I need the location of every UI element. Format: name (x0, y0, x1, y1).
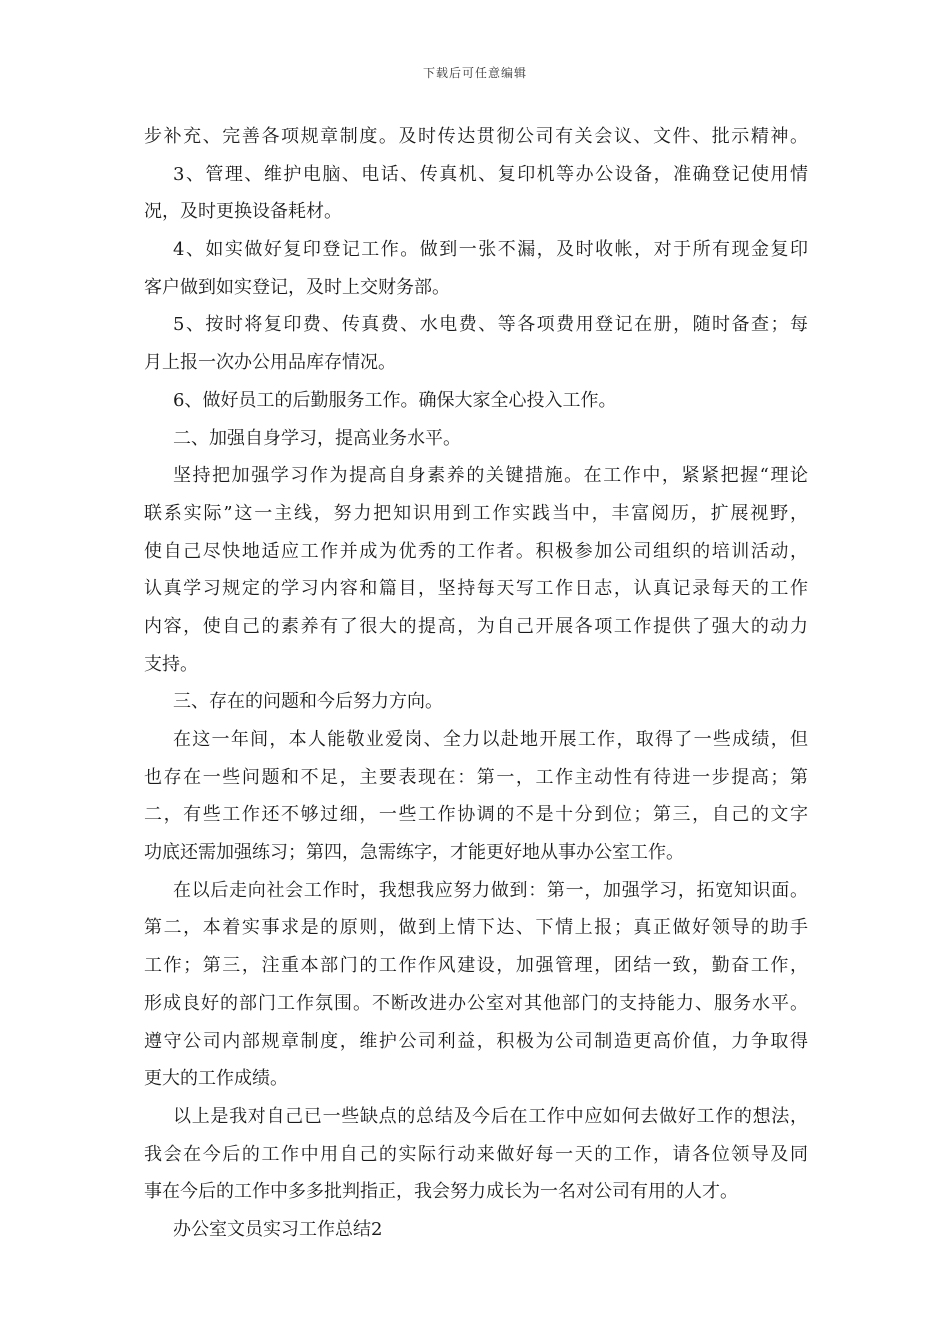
text-line: 更大的工作成绩。 (144, 1068, 288, 1090)
text-line: 5、按时将复印费、传真费、水电费、等各项费用登记在册，随时备查；每 (173, 314, 808, 336)
text-line: 4、如实做好复印登记工作。做到一张不漏，及时收帐，对于所有现金复印 (173, 239, 808, 261)
section-heading: 二、加强自身学习，提高业务水平。 (173, 427, 461, 449)
text-line: 在这一年间，本人能敬业爱岗、全力以赴地开展工作，取得了一些成绩，但 (173, 729, 808, 750)
text-line: 功底还需加强练习；第四，急需练字，才能更好地从事办公室工作。 (144, 842, 684, 864)
text-line: 二，有些工作还不够过细，一些工作协调的不是十分到位；第三，自己的文字 (144, 804, 808, 826)
text-line: 遵守公司内部规章制度，维护公司利益，积极为公司制造更高价值，力争取得 (144, 1030, 808, 1052)
text-line: 3、管理、维护电脑、电话、传真机、复印机等办公设备，准确登记使用情 (173, 163, 808, 185)
text-line: 第二，本着实事求是的原则，做到上情下达、下情上报；真正做好领导的助手 (144, 917, 808, 939)
text-line: 以上是我对自己已一些缺点的总结及今后在工作中应如何去做好工作的想法， (173, 1105, 808, 1127)
text-line: 客户做到如实登记，及时上交财务部。 (144, 276, 450, 298)
text-line: 在以后走向社会工作时，我想我应努力做到：第一，加强学习，拓宽知识面。 (173, 879, 808, 901)
text-line: 步补充、完善各项规章制度。及时传达贯彻公司有关会议、文件、批示精神。 (144, 126, 808, 147)
text-line: 事在今后的工作中多多批判指正，我会努力成长为一名对公司有用的人才。 (144, 1181, 738, 1203)
text-line: 支持。 (144, 653, 198, 675)
section-heading: 三、存在的问题和今后努力方向。 (173, 691, 443, 713)
document-title: 办公室文员实习工作总结2 (173, 1218, 383, 1240)
text-line: 工作；第三，注重本部门的工作作风建设，加强管理，团结一致，勤奋工作， (144, 955, 808, 977)
text-line: 形成良好的部门工作氛围。不断改进办公室对其他部门的支持能力、服务水平。 (144, 992, 808, 1014)
document-body (144, 118, 808, 1249)
text-line: 内容，使自己的素养有了很大的提高，为自己开展各项工作提供了强大的动力 (144, 615, 808, 637)
page-header: 下载后可任意编辑 (422, 66, 527, 80)
text-line: 使自己尽快地适应工作并成为优秀的工作者。积极参加公司组织的培训活动， (144, 540, 808, 562)
text-line: 我会在今后的工作中用自己的实际行动来做好每一天的工作，请各位领导及同 (144, 1143, 808, 1165)
text-line: 也存在一些问题和不足，主要表现在：第一，工作主动性有待进一步提高；第 (144, 766, 808, 788)
text-line: 况，及时更换设备耗材。 (144, 201, 342, 223)
text-line: 认真学习规定的学习内容和篇目，坚持每天写工作日志，认真记录每天的工作 (144, 578, 808, 600)
text-line: 6、做好员工的后勤服务工作。确保大家全心投入工作。 (173, 389, 617, 411)
text-line: 月上报一次办公用品库存情况。 (144, 352, 396, 374)
text-line: 联系实际”这一主线，努力把知识用到工作实践当中，丰富阅历，扩展视野， (144, 502, 808, 524)
text-line: 坚持把加强学习作为提高自身素养的关键措施。在工作中，紧紧把握“理论 (173, 465, 808, 487)
